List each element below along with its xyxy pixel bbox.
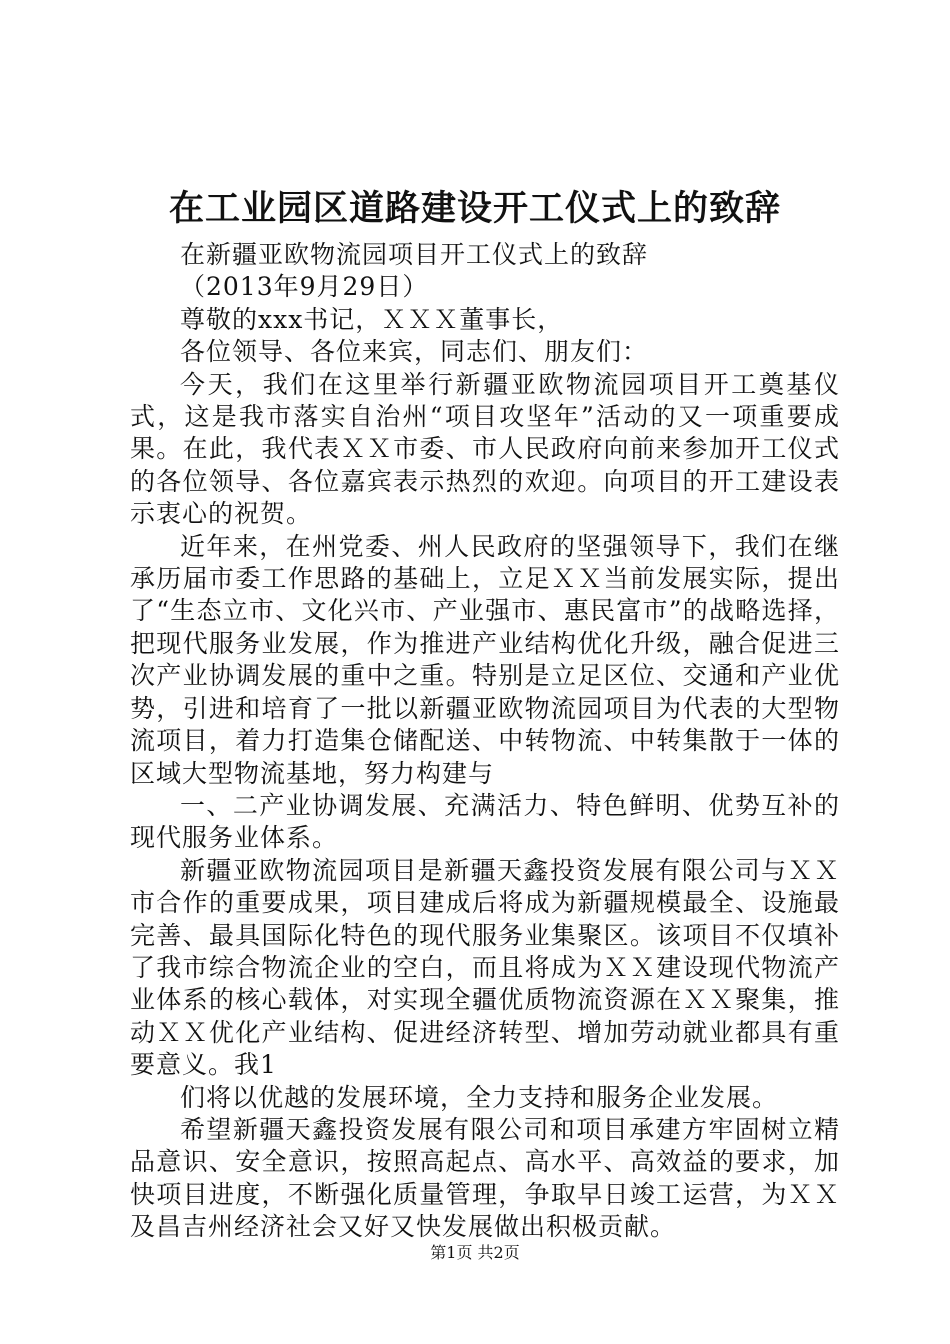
paragraph-body: 希望新疆天鑫投资发展有限公司和项目承建方牢固树立精品意识、安全意识，按照高起点、高水平、高效益的要求，加快项目进度，不断强化质量管理，争取早日竣工运营，为ＸＸ及昌吉州经济社会又好又快发展做出积极贡献。	[130, 1114, 840, 1242]
paragraph-body: 新疆亚欧物流园项目是新疆天鑫投资发展有限公司与ＸＸ市合作的重要成果，项目建成后将成为新疆规模最全、设施最完善、最具国际化特色的现代服务业集聚区。该项目不仅填补了我市综合物流企业的空白，而且将成为ＸＸ建设现代物流产业体系的核心载体，对实现全疆优质物流资源在ＸＸ聚集，推动ＸＸ优化产业结构、促进经济转型、增加劳动就业都具有重要意义。我1	[130, 855, 840, 1080]
document-body	[130, 239, 840, 1244]
paragraph-body: 一、二产业协调发展、充满活力、特色鲜明、优势互补的现代服务业体系。	[130, 790, 840, 853]
paragraph-subtitle: 在新疆亚欧物流园项目开工仪式上的致辞	[180, 240, 649, 269]
document-title: 在工业园区道路建设开工仪式上的致辞	[168, 188, 781, 229]
page-number-footer: 第1页 共2页	[430, 1243, 520, 1262]
paragraph-salutation-1: 尊敬的xxx书记，ＸＸＸ董事长，	[180, 304, 564, 334]
paragraph-body: 近年来，在州党委、州人民政府的坚强领导下，我们在继承历届市委工作思路的基础上，立足ＸＸ当前发展实际，提出了“生态立市、文化兴市、产业强市、惠民富市”的战略选择，把现代服务业发展，作为推进产业结构优化升级，融合促进三次产业协调发展的重中之重。特别是立足区位、交通和产业优势，引进和培育了一批以新疆亚欧物流园项目为代表的大型物流项目，着力打造集仓储配送、中转物流、中转集散于一体的区域大型物流基地，努力构建与	[130, 531, 840, 788]
paragraph-date: （2013年9月29日）	[180, 272, 429, 302]
paragraph-salutation-2: 各位领导、各位来宾，同志们、朋友们：	[180, 337, 649, 367]
paragraph-body: 们将以优越的发展环境，全力支持和服务企业发展。	[180, 1082, 779, 1112]
paragraph-body: 今天，我们在这里举行新疆亚欧物流园项目开工奠基仪式，这是我市落实自治州“项目攻坚年”活动的又一项重要成果。在此，我代表ＸＸ市委、市人民政府向前来参加开工仪式的各位领导、各位嘉宾表示热烈的欢迎。向项目的开工建设表示衷心的祝贺。	[130, 369, 840, 529]
